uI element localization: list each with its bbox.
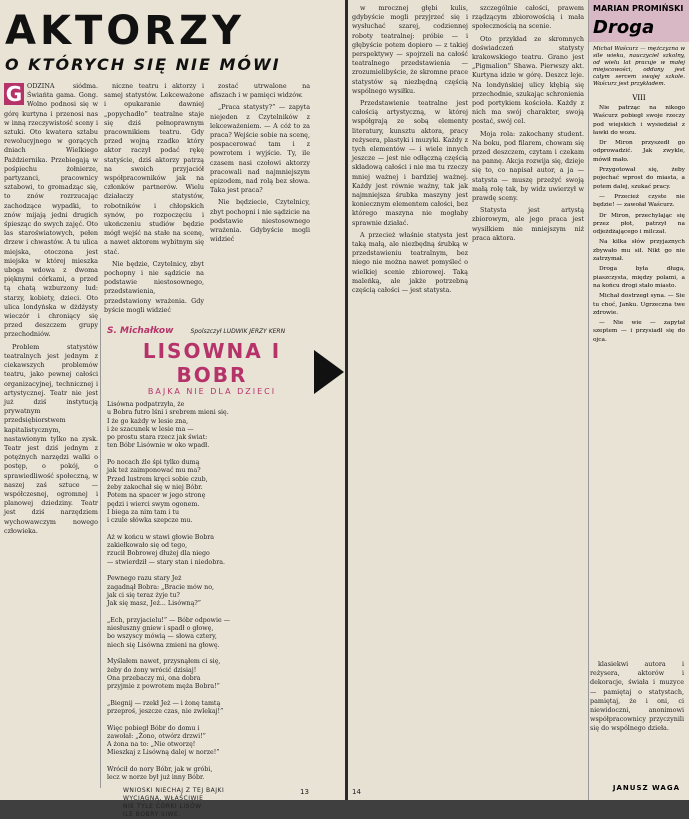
article-title: AKTORZY <box>5 8 246 54</box>
right-column-2 <box>472 4 584 784</box>
article-paragraph: „Praca statysty?” — zapyta niejeden z Czytelników z lekceważeniem. — A cóż to za praca? Wejście sobie na scenę, pospacerować tam i z powrotem i wyjście. Ty, ile czasem nasi czołowi aktorzy pracowali nad najmniejszym epizodem, nad rolą bez słowa. Taka jest praca? <box>210 103 310 195</box>
article-paragraph: niczne teatru i aktorzy i samej statystów. Lekceważone i opukaranie dawniej „popychadło” teatralne staje się dziś pełnoprawnym pracownikiem teatru. Gdy przed wojną rzadko który aktor raczył podać rękę statyście, dziś aktorzy patrzą na swoich przyjaciół współpracowników jak na członków partnerów. Wielu działaczy statystów, robotników i chłopskich synów, po rozpoczęciu i ukończeniu studiów będzie mógł wejść na stałe na scenę, a nawet aktorem wybitnym się stać. <box>104 82 204 256</box>
serial-paragraph: Przygotował się, żeby pojechać wprost do miasta, a potem dalej, szukać pracy. <box>593 167 685 190</box>
article-column-3 <box>210 82 310 314</box>
page-number-right: 14 <box>352 788 361 796</box>
article-signature: JANUSZ WAGA <box>612 784 680 792</box>
serial-paragraph: — Przecież czyste nie będzie! — zawołał Waścurz. <box>593 193 685 209</box>
article-paragraph: w mrocznej głębi kulis, gdybyście mogli przyjrzeć się i wysłuchać szarej, codziennej roboty teatralnej: próbie — i głębyście potem dopiero — z takiej perspektywy — spojrzeli na całość teatralnego przedstawienia — zrozumielibyście, że skromne prace statystów są niezbędną częścią wspólnego wysiłku. <box>352 4 468 95</box>
article-paragraph: Problem statystów teatralnych jest jednym z ciekawszych problemów teatru, jako pewnej całości organizacyjnej, technicznej i artystycznej. Teatr nie jest już dziś instytucją prywatnym przedsiębiorstwem kapitalistycznym, nastawionym tylko na zysk. Teatr jest dziś jednym z potężnych narzędzi walki o postęp, o pokój, o sprawiedliwość społeczną, w naszej zaś sztuce — współczesnej, ogromnej i planowej dziedziny. Teatr jest dziś narzędziem wychowawczym nowego człowieka. <box>4 342 98 535</box>
article-column-2 <box>104 82 204 314</box>
serial-paragraph: Michał dostrzegł syna. — Sie tu choć, Janku. Ugrzeczna twe zdrowie. <box>593 293 685 316</box>
poem-text: Lisówna podpatrzyła, że u Bobra futro lśni i srebrem mieni się. I że go każdy w lesie zna, i że szacunek w lesie ma — po prostu stara rzecz jak świat: ten Bóbr Lisównie w oko wpadł. Po nocach źle śpi tylko dumą jak też zaimponować mu ma? Przed lustrem kręci sobie czub, żeby zakochał się w niej Bóbr. Potem na spacer w jego stronę pędzi i wierci swym ogonem. I biega za nim tam i tu i czule słówka szepcze mu. Aż w końcu w stawi głowie Bobra zakiełkowało się od tego, rzucił Bobrowej dłużej dla niego — stwierdził — stary stan i niedobra. Pewnego razu stary Jeż zagadnął Bobra: „Bracie mów no, jak ci się teraz żyje tu? Jak się masz, Jeż... Lisówną?” „Ech, przyjacielu!” — Bóbr odpowie — niesłuszny gniew i spadł o głowę, bo wszyscy mówią — słowa cztery, niech się Lisówna zmieni na głowę. Myślałem nawet, przysnąłem ci się, żeby do żony wrócić dzisiaj! Ona przebaczy mi, ona dobra przyjmie z powrotem męża Bobra!” „Biegnij — rzekł Jeż — i żonę tamtą przeproś, jeszcze czas, nie zwlekaj!” Więc pobiegł Bóbr do domu i zawołał: „Żono, otwórz drzwi!” A żona na to: „Nie otworzę! Mieszkaj z Lisówną dalej w norze!” Wrócił do nory Bóbr, jak w gróbi, lecz w norze był już inny Bóbr. <box>107 401 230 782</box>
serial-title: Droga <box>589 17 689 42</box>
serial-author: MARIAN PROMIŃSKI <box>589 0 689 17</box>
serial-paragraph: Droga była długa, piaszczysta, między polami, a na końcu drogi stało miasto. <box>593 266 685 289</box>
article-paragraph: zostać utrwalone na afiszach i w pamięci widzów. <box>210 82 310 100</box>
article-closing-column <box>590 660 684 780</box>
poem-title: LISOWNA I BOBR <box>142 339 282 387</box>
article-paragraph: szczególnie całości, prawem rządzącym zbiorowością i mała społecznością na scenie. <box>472 4 584 31</box>
serial-lead: Michał Waścurz — mężczyzna w sile wieku, nauczyciel szkolny, od wielu lat pracuje w małej miejscowości, oddany jest całym sercem swojej szkole. Waścurz jest przykładem. <box>593 46 685 87</box>
serial-paragraph: Na kilka słów przyjaznych zbywało mu sił. Nikt go nie zatrzymał. <box>593 239 685 263</box>
page-number-left: 13 <box>300 788 309 796</box>
article-paragraph: Moja rola: zakochany student. Na boku, pod filarem, chowam się przed deszczem, czytam i czekam na pannę. Akcja rozwija się, dzieje się to, co napisał autor, a ja — statysta — muszę przeżyć swoją małą rolę tak, by widz uwierzył w prawdę sceny. <box>472 129 584 203</box>
serial-text <box>589 104 689 344</box>
article-closing-paragraph: klasiekwi autora i reżysera, aktorów i dekoracje, świała i muzyce — pamiętaj o statystach, pamiętaj, że i oni, ci niewidoczni, anonimowi współpracownicy przyczynili się do wspólnego dzieła. <box>590 660 684 733</box>
serial-paragraph: — Nie wie — zapytał szeptem — i przysiadł się do ojca. <box>593 320 685 343</box>
serial-paragraph: Dr Miron, przechylając się przez płot, patrzył na odjeżdżającego i milczał. <box>593 212 685 236</box>
right-column-1 <box>352 4 468 784</box>
article-paragraph: A przecież właśnie statysta jest taką małą, ale niezbędną śrubką w przedstawieniu teatralnym, bez niego nie można nawet pomyśleć o wielkiej scenie zbiorowej. Taką maleńką, ale jakże potrzebną częścią całości — jest statysta. <box>352 230 468 295</box>
arrow-right-icon <box>314 350 344 394</box>
drop-cap: G <box>5 82 23 106</box>
article-paragraph: ODZINA siódma. Świańta gama. Gong. Wolno podnosi się w górę kurtyna i przenosi nas w inną rzeczywistość sceny i sztuki. Oto kwatera sztabu rewolucyjnego w gorących dniach Wielkiego Października. Przebiegają w pośpiechu żołnierze, partyzanci, pracownicy sztabowi, to gromadząc się, to znów rozrzucając zachodzące wypadki, to znów mijają jedni drugich śpiesząc do swych zajęć. Oto las staroświatowych, pełen drzew i chwastów. A tu ulica miejska, otoczona jest miejska w której mieszka uboga wdowa z dwoma pięknymi córkami, a przed tą chatą wzburzony lud: starzy, kobiety, dzieci. Oto ulica londyńska w dżdżysty wieczór i chroniący się przed deszczem grupy przechodniów. <box>4 82 98 339</box>
article-column-1 <box>4 82 98 787</box>
serial-section-number: VIII <box>632 94 646 102</box>
article-subtitle: O KTÓRYCH SIĘ NIE MÓWI <box>5 55 281 74</box>
article-paragraph: Przedstawienie teatralne jest całością artystyczną, w której współgrają ze sobą elementy literatury, kunsztu aktora, pracy reżysera, plastyki i muzyki. Każdy z tych elementów — i wiele innych jeszcze — jest nie odłączną częścią składową całości i nie ma tu rzeczy mniej ważnej i bardziej ważnej. Każdy jest równie ważny, tak jak najmniejsza śrubka maszyny jest koniecznym elementem całości, bez którego maszyna nie mogłaby sprawnie działać. <box>352 99 468 227</box>
poem-translator: Spolszczył LUDWIK JERZY KERN <box>190 328 286 335</box>
article-paragraph: Statysta jest artystą zbiorowym, ale jego praca jest wysiłkiem nie mniejszym niż praca aktora. <box>472 206 584 242</box>
poem-moral: WNIOSKI NIECHAJ Z TEJ BAJKI WYCIĄGNĄ, WŁAŚCIWIE NIE TYLE CÓRKI LISÓW ILE BOBRY SIWE. <box>123 786 225 818</box>
serial-paragraph: Nie patrząc na nikogo Waścurz pobiegł swoje rzeczy pod wiejskich i wysiedział z ławki do wozu. <box>593 105 685 136</box>
article-paragraph: Oto przykład ze skromnych doświadczeń statysty krakowskiego teatru. Grano jest „Pigmalion” Shawa. Pierwszy akt. Kurtyna idzie w górę. Deszcz leje. Na londyńskiej ulicy kłębią się przechodnie, szukając schronienia pod portykiem kościoła. Każdy z nich ma swój charakter, swoją postać, swój cel. <box>472 34 584 126</box>
serial-paragraph: Dr Miron przyszedł go odprowadzić. Jak zwykle, mówił mało. <box>593 140 685 163</box>
poem-genre: BAJKA NIE DLA DZIECI <box>147 387 277 396</box>
article-paragraph: Nie będziecie, Czytelnicy, zbyt pochopni i nie sądzicie na podstawie niestosownego wrażenia. Gdybyście mogli widzieć <box>210 198 310 244</box>
poem-author: S. Michałkow <box>107 326 174 336</box>
article-paragraph: Nie będzie, Czytelnicy, zbyt pochopny i nie sądzicie na podstawie niestosownego, przedstawienia, przedstawiony wrażenia. Gdy byście mogli widzieć <box>104 259 204 314</box>
